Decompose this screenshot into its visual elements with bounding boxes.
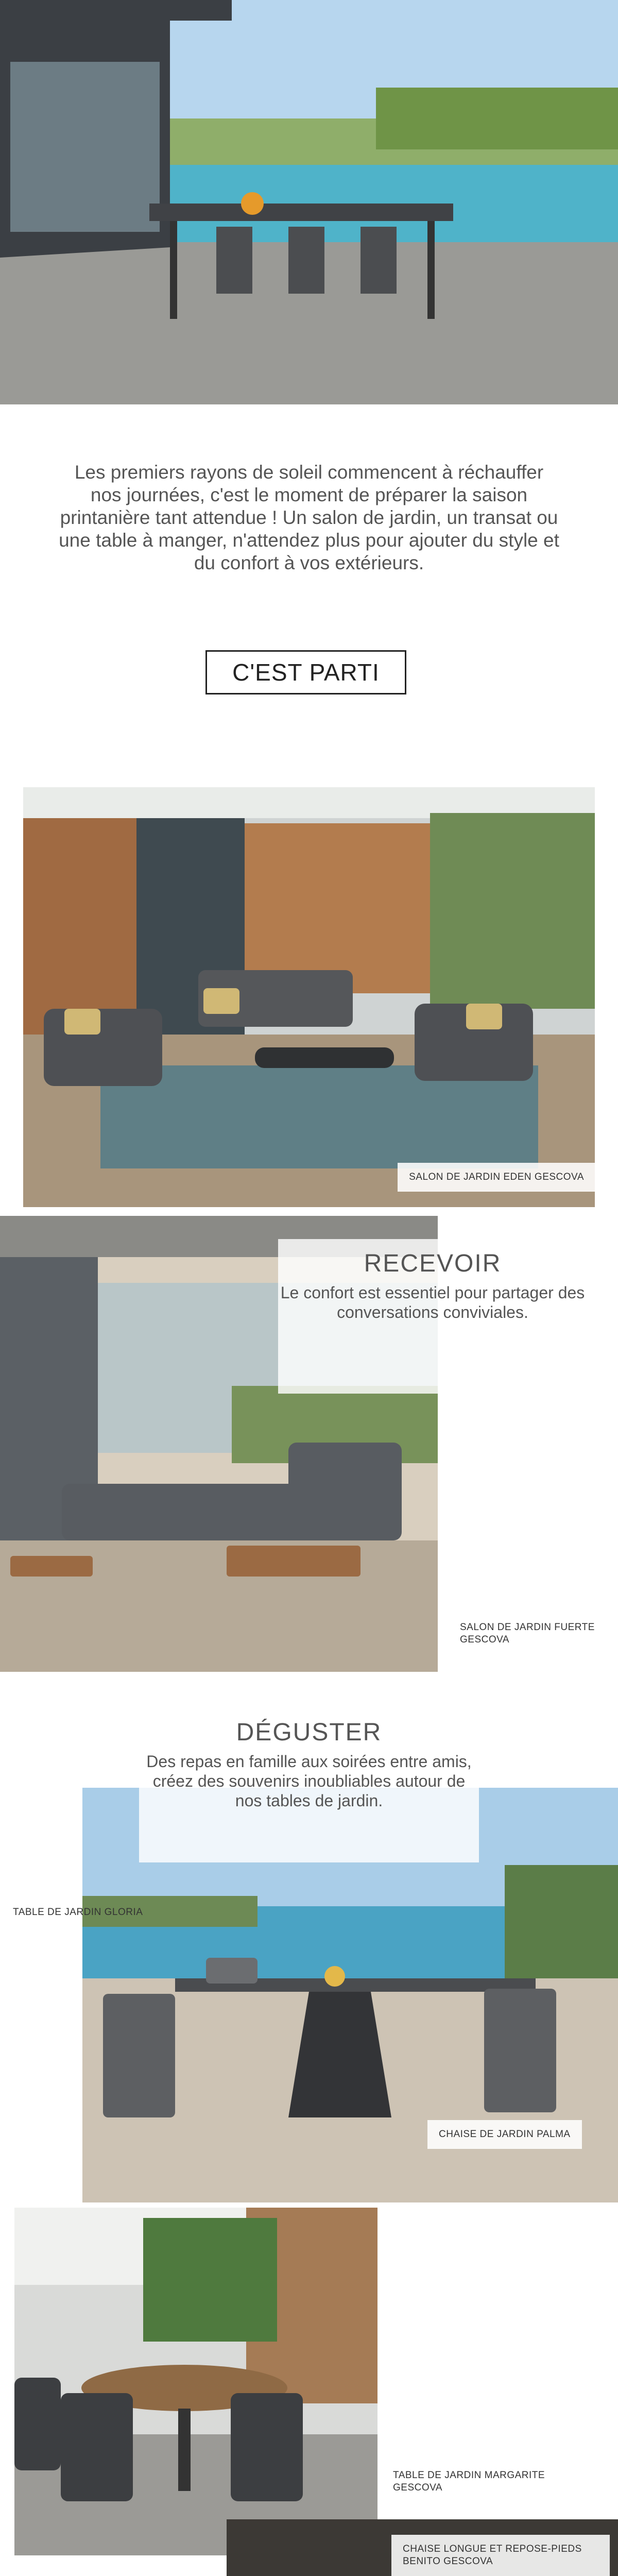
cest-parti-button[interactable]: C'EST PARTI xyxy=(205,650,406,694)
margarite-product-label: TABLE DE JARDIN MARGARITE GESCOVA xyxy=(393,2470,545,2493)
deguster-title: DÉGUSTER xyxy=(236,1719,382,1746)
deguster-text: Des repas en famille aux soirées entre amis, créez des souvenirs inoubliables autour de nos tables de jardin. xyxy=(146,1752,472,1810)
fuerte-product-label: SALON DE JARDIN FUERTE GESCOVA xyxy=(460,1622,595,1645)
benito-lounger-photo[interactable] xyxy=(227,2519,618,2576)
eden-lounge-photo[interactable] xyxy=(23,787,595,1207)
recevoir-panel xyxy=(278,1239,587,1394)
gloria-product-label: TABLE DE JARDIN GLORIA xyxy=(13,1907,143,1918)
intro-text: Les premiers rayons de soleil commencent à réchauffer nos journées, c'est le moment de préparer la saison printanière tant attendue ! Un salon de jardin, un transat ou une table à manger, n'attendez plus pour ajouter du style et du confort à vos extérieurs. xyxy=(59,462,559,573)
eden-product-label: SALON DE JARDIN EDEN GESCOVA xyxy=(398,1163,595,1192)
palma-product-label: CHAISE DE JARDIN PALMA xyxy=(427,2120,582,2149)
benito-product-label: CHAISE LONGUE ET REPOSE-PIEDS BENITO GESCOVA xyxy=(391,2535,610,2576)
hero-photo xyxy=(0,0,618,404)
margarite-dining-photo[interactable] xyxy=(14,2208,377,2555)
recevoir-title: RECEVOIR xyxy=(364,1250,502,1277)
recevoir-text: Le confort est essentiel pour partager des conversations conviviales. xyxy=(280,1283,585,1321)
deguster-panel xyxy=(139,1708,479,1862)
